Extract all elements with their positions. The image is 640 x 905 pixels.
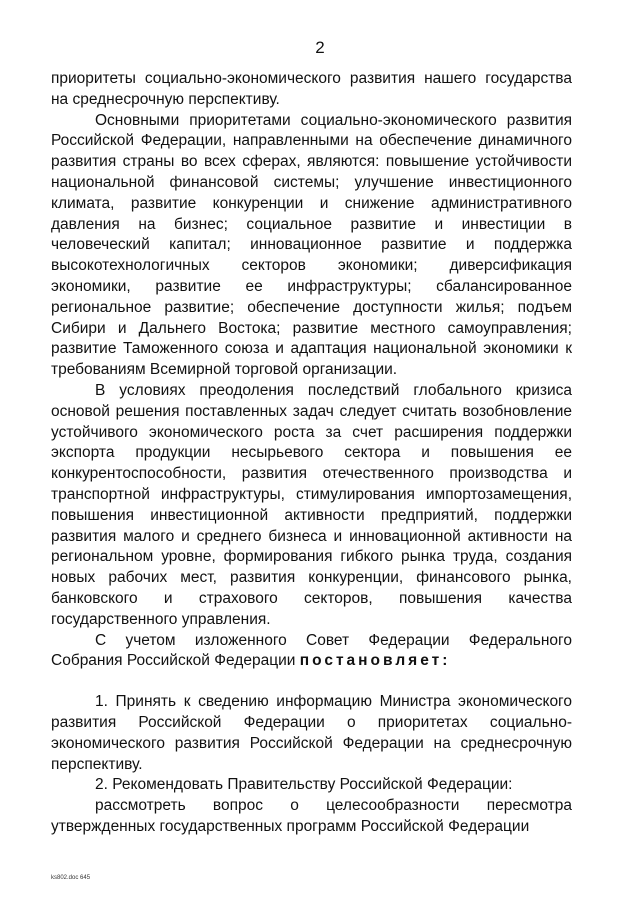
blank-line xyxy=(51,672,572,692)
item-2: 2. Рекомендовать Правительству Российской Федерации: xyxy=(95,776,513,794)
document-body xyxy=(51,69,572,838)
paragraph-crisis: В условиях преодоления последствий глобального кризиса основой решения поставленных задач следует считать возобновление устойчивого экономического роста за счет расширения поддержки экспорта продукции несырьевого сектора и повышения ее конкурентоспособности, развития отечественного производства и транспортной инфраструктуры, стимулирования импортозамещения, повышения инвестиционной активности предприятий, поддержки развития малого и среднего бизнеса и инновационной активности на региональном уровне, формирования гибкого рынка труда, создания новых рабочих мест, развития конкуренции, финансового рынка, банковского и страхового секторов, повышения качества государственного управления. xyxy=(51,381,572,628)
resolution-verb: постановляет: xyxy=(299,652,451,670)
item-2-subitem: рассмотреть вопрос о целесообразности пересмотра утвержденных государственных программ Российской Федерации xyxy=(51,797,572,835)
resolution-lead: С учетом изложенного Совет Федерации Федерального Собрания Российской Федерации xyxy=(51,631,572,670)
footer-file-mark: ks802.doc 645 xyxy=(51,875,91,881)
paragraph-priorities: Основными приоритетами социально-экономического развития Российской Федерации, направленными на обеспечение динамичного развития страны во всех сферах, являются: повышение устойчивости национальной финансовой системы; улучшение инвестиционного климата, развитие конкуренции и снижение административного давления на бизнес; социальное развитие и инвестиции в человеческий капитал; инновационное развитие и поддержка высокотехнологичных секторов экономики; диверсификация экономики, развитие ее инфраструктуры; сбалансированное региональное развитие; обеспечение доступности жилья; подъем Сибири и Дальнего Востока; развитие местного самоуправления; развитие Таможенного союза и адаптация национальной экономики к требованиям Всемирной торговой организации. xyxy=(51,111,572,379)
item-1: 1. Принять к сведению информацию Министра экономического развития Российской Федерации о приоритетах социально-экономического развития Российской Федерации на среднесрочную перспективу. xyxy=(51,693,572,773)
paragraph-resolution xyxy=(51,631,572,673)
page-number: 2 xyxy=(315,38,325,57)
paragraph-continuation: приоритеты социально-экономического развития нашего государства на среднесрочную перспективу. xyxy=(51,70,572,108)
